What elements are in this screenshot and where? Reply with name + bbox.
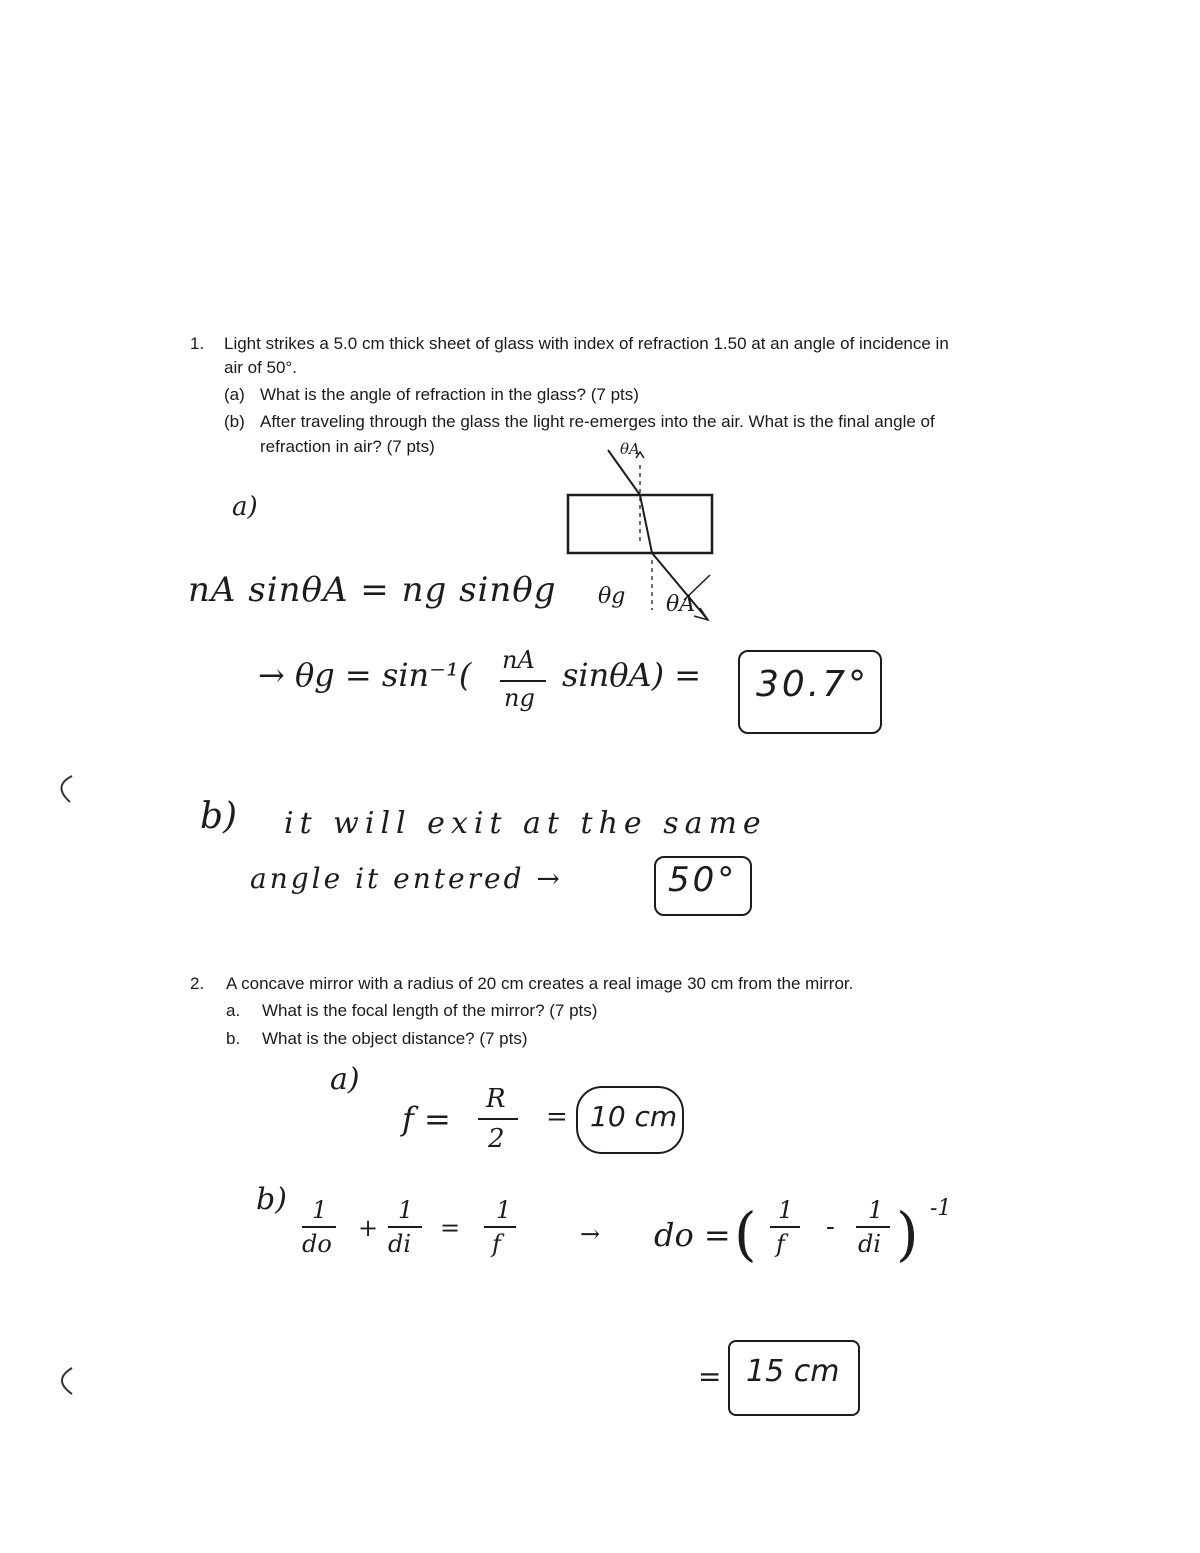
- b-explanation-line1: it will exit at the same: [284, 806, 767, 841]
- do-eq-one-1: 1: [778, 1196, 794, 1224]
- q2-number: 2.: [190, 974, 205, 993]
- q2-work-a-mark: a): [330, 1062, 360, 1097]
- do-eq-f: f: [776, 1230, 785, 1258]
- q1b-text-1: After traveling through the glass the light re-emerges into the air. What is the final angle of: [260, 412, 935, 431]
- do-eq-bar-1: [770, 1226, 800, 1228]
- theta-g-equation-left: → θg = sin⁻¹(: [258, 656, 472, 694]
- lens-eq-do: do: [302, 1230, 332, 1258]
- lens-eq-one-3: 1: [496, 1196, 512, 1224]
- lens-eq-bar-3: [484, 1226, 516, 1228]
- lens-eq-bar-2: [388, 1226, 422, 1228]
- do-eq-di: di: [858, 1230, 882, 1258]
- final-equals: =: [698, 1360, 722, 1393]
- answer-b-value: 50°: [668, 860, 738, 900]
- q1-line2: air of 50°.: [224, 358, 297, 377]
- q1b-label: (b): [224, 412, 245, 431]
- do-eq-bar-2: [856, 1226, 890, 1228]
- do-eq-one-2: 1: [868, 1196, 884, 1224]
- refraction-diagram: [560, 440, 750, 640]
- frac-numerator: nA: [502, 646, 535, 674]
- answer-2b-value: 15 cm: [746, 1354, 840, 1389]
- answer-a-value: 30.7°: [756, 664, 870, 705]
- diagram-label-theta-a: θA: [666, 592, 696, 617]
- lens-eq-f: f: [492, 1230, 501, 1258]
- close-paren: ): [896, 1200, 919, 1268]
- f-equals: =: [546, 1102, 568, 1132]
- lens-eq-arrow: →: [580, 1220, 601, 1248]
- q2a-label: a.: [226, 1001, 241, 1020]
- open-paren: (: [734, 1200, 757, 1268]
- q2b-text: What is the object distance? (7 pts): [262, 1029, 528, 1048]
- diagram-label-theta-g: θg: [598, 584, 626, 609]
- f-denominator: 2: [488, 1124, 505, 1154]
- binder-hole-mark-2: [46, 1362, 86, 1402]
- q1a-text: What is the angle of refraction in the glass? (7 pts): [260, 385, 639, 404]
- q1b-text-2: refraction in air? (7 pts): [260, 437, 435, 456]
- q2a-text: What is the focal length of the mirror? (7 pts): [262, 1001, 598, 1020]
- snell-law-equation: nA sinθA = ng sinθg: [188, 570, 557, 610]
- lens-eq-one-1: 1: [312, 1196, 328, 1224]
- b-explanation-line2: angle it entered →: [250, 862, 563, 895]
- do-equation: do =: [654, 1216, 731, 1254]
- lens-eq-di: di: [388, 1230, 412, 1258]
- frac-denominator: ng: [504, 684, 535, 712]
- q2b-label: b.: [226, 1029, 241, 1048]
- q1-number: 1.: [190, 334, 205, 353]
- lens-eq-one-2: 1: [398, 1196, 414, 1224]
- lens-eq-equals: =: [440, 1214, 461, 1242]
- q2-work-b-mark: b): [256, 1182, 287, 1217]
- q1-line1: Light strikes a 5.0 cm thick sheet of glass with index of refraction 1.50 at an angle of incidence in: [224, 334, 949, 353]
- binder-hole-mark-1: [46, 770, 86, 810]
- f-fraction-bar: [478, 1118, 518, 1120]
- q1-work-a-mark: a): [232, 492, 258, 522]
- answer-2a-value: 10 cm: [590, 1100, 678, 1133]
- q1-work-b-mark: b): [200, 796, 238, 837]
- f-numerator: R: [486, 1084, 506, 1114]
- q2-line1: A concave mirror with a radius of 20 cm creates a real image 30 cm from the mirror.: [226, 974, 854, 993]
- diagram-top-label: θA: [620, 440, 640, 458]
- lens-eq-bar-1: [302, 1226, 336, 1228]
- fraction-bar: [500, 680, 546, 682]
- focal-length-equation: f =: [402, 1100, 451, 1138]
- theta-g-equation-right: sinθA) =: [562, 656, 702, 694]
- lens-eq-plus: +: [358, 1214, 379, 1242]
- do-eq-minus: -: [826, 1212, 835, 1242]
- q1a-label: (a): [224, 385, 245, 404]
- inverse-exponent: -1: [930, 1196, 952, 1221]
